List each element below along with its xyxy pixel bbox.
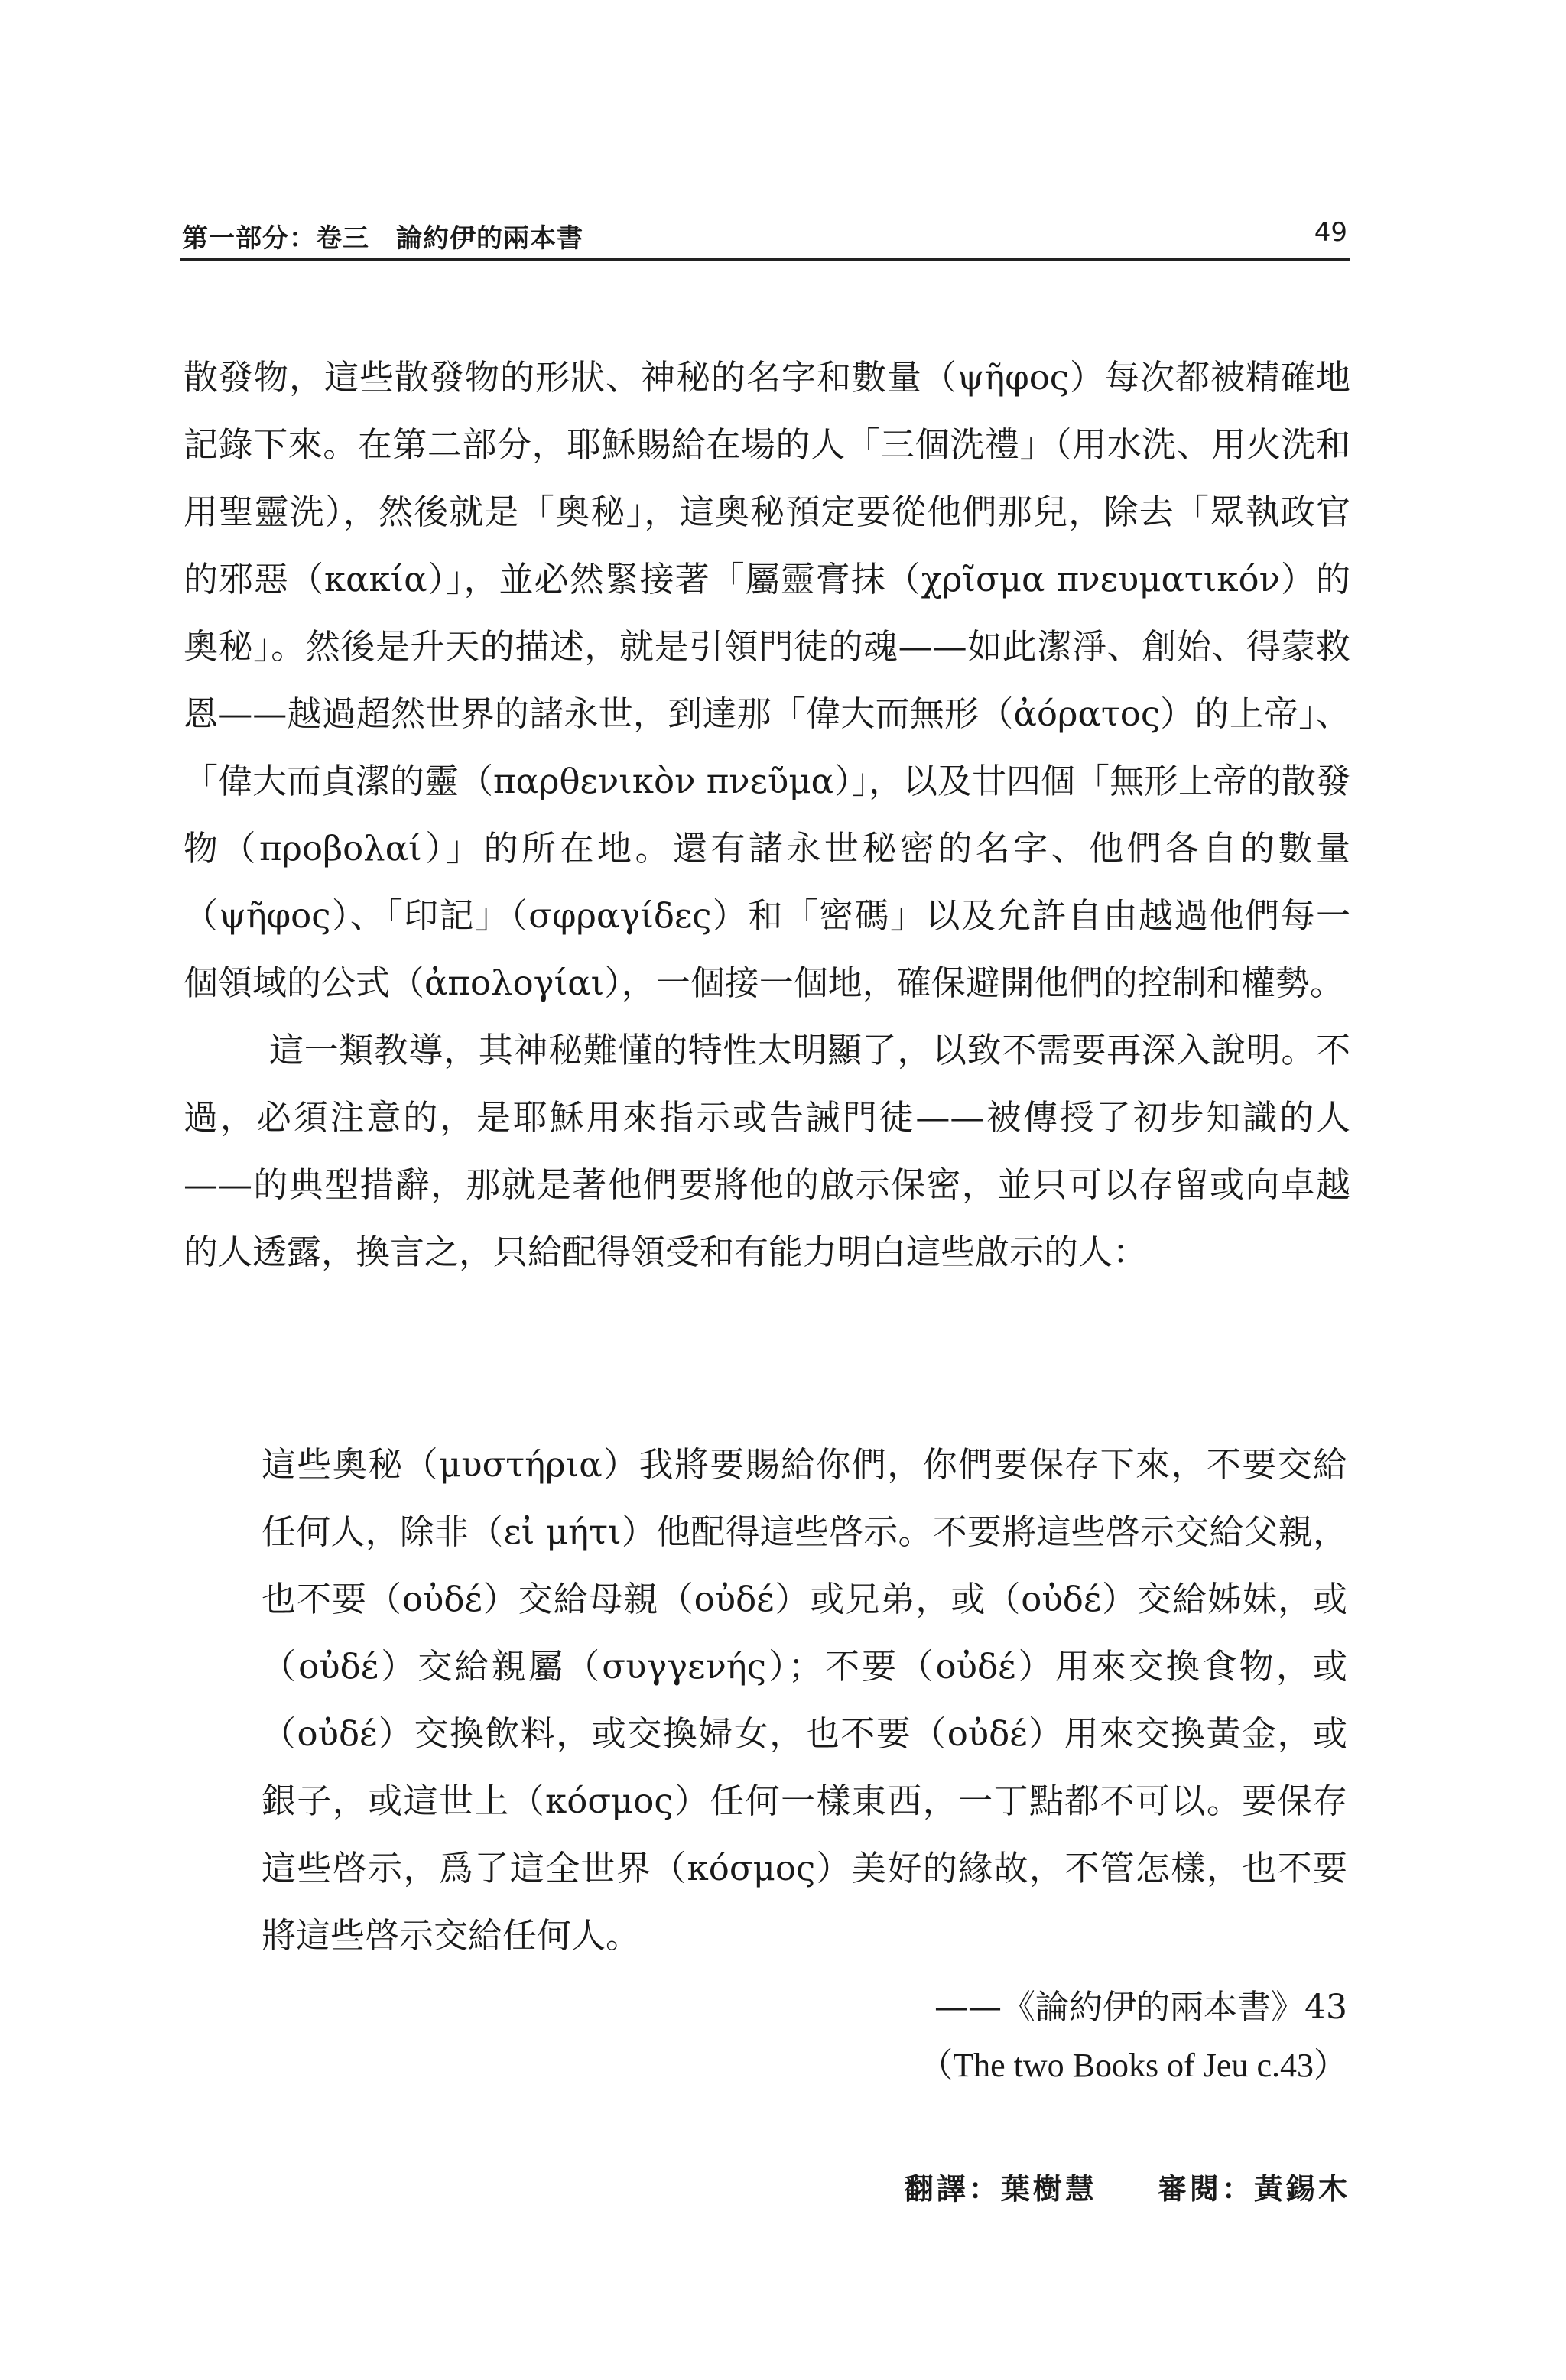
quote-attribution xyxy=(919,1979,1347,2095)
translator-credit: 翻譯：葉樹慧 xyxy=(904,2172,1097,2206)
block-quote: 這些奧秘（μυστήρια）我將要賜給你們，你們要保存下來，不要交給任何人，除非（εἰ μήτι）他配得這些啓示。不要將這些啓示交給父親，也不要（οὐδέ）交給母親（οὐδέ）或兄弟，或（οὐδέ）交給姊妹，或（οὐδέ）交給親屬（συγγενής）；不要（οὐδέ）用來交換食物，或（οὐδέ）交換飲料，或交換婦女，也不要（οὐδέ）用來交換黃金，或銀子，或這世上（κόσμος）任何一樣東西，一丁點都不可以。要保存這些啓示，爲了這全世界（κόσμος）美好的緣故，不管怎樣，也不要將這些啓示交給任何人。 xyxy=(262,1444,1347,1956)
reviewer-credit: 審閱：黃錫木 xyxy=(1157,2172,1350,2206)
credits xyxy=(905,2165,1350,2207)
chapter-title: 第一部分：卷三 論約伊的兩本書 xyxy=(182,223,583,254)
paragraph-1: 散發物，這些散發物的形狀、神秘的名字和數量（ψῆφος）每次都被精確地記錄下來。在第二部分，耶穌賜給在場的人「三個洗禮」（用水洗、用火洗和用聖靈洗），然後就是「奧秘」，這奧秘預定要從他們那兒，除去「眾執政官的邪惡（κακία）」，並必然緊接著「屬靈膏抹（χρῖσμα πνευματικόν）的奧秘」。然後是升天的描述，就是引領門徒的魂——如此潔淨、創始、得蒙救恩——越過超然世界的諸永世，到達那「偉大而無形（ἀόρατος）的上帝」、「偉大而貞潔的靈（παρθενικὸν πνεῦμα）」，以及廿四個「無形上帝的散發物（προβολαί）」的所在地。還有諸永世秘密的名字、他們各自的數量（ψῆφος）、「印記」（σφραγίδες）和「密碼」以及允許自由越過他們每一個領域的公式（ἀπολογίαι），一個接一個地，確保避開他們的控制和權勢。 xyxy=(184,357,1350,1003)
attribution-chinese: ——《論約伊的兩本書》43 xyxy=(934,1988,1347,2027)
running-header xyxy=(180,213,1350,261)
attribution-english: （The two Books of Jeu c.43） xyxy=(919,2047,1347,2084)
main-text xyxy=(184,344,1350,1286)
page-number: 49 xyxy=(1314,217,1347,248)
paragraph-2: 這一類教導，其神秘難懂的特性太明顯了，以致不需要再深入說明。不過，必須注意的，是耶穌用來指示或告誡門徒——被傳授了初步知識的人——的典型措辭，那就是著他們要將他的啟示保密，並只可以存留或向卓越的人透露，換言之，只給配得領受和有能力明白這些啟示的人： xyxy=(184,1030,1350,1272)
